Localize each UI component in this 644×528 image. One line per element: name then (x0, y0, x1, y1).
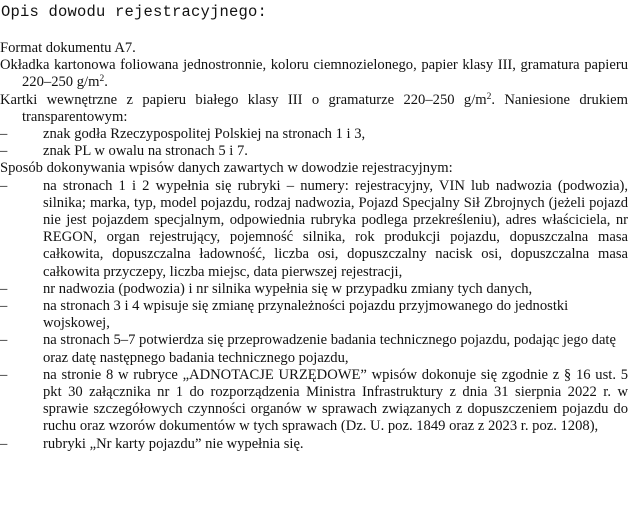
method-intro-paragraph: Sposób dokonywania wpisów danych zawartych w dowodzie rejestracyjnym: (0, 160, 453, 177)
cover-end: . (104, 74, 108, 91)
method-text-3: na stronach 3 i 4 wpisuje się zmianę przynależności pojazdu przyjmowanego do jednostki wojskowej, (43, 298, 569, 332)
watermark-item-1 (0, 126, 628, 143)
cover-superscript: 2 (99, 74, 105, 85)
dash-marker: – (0, 435, 8, 452)
watermark-item-2 (0, 143, 628, 160)
inner-text: Kartki wewnętrzne z papieru białego klasy III o gramaturze 220–250 g/m (0, 91, 487, 108)
method-item-2 (0, 281, 628, 298)
method-item-5 (0, 367, 628, 436)
cover-text: Okładka kartonowa foliowana jednostronnie, koloru ciemnozielonego, papier klasy III, gramatura papieru 220–250 g/m (0, 57, 628, 91)
method-text-5: na stronie 8 w rubryce „ADNOTACJE URZĘDOWE” wpisów dokonuje się zgodnie z § 16 ust. 5 pkt 30 załącznika nr 1 do rozporządzenia Ministra Infrastruktury z dnia 31 sierpnia 2022 r. w sprawie szczegółowych czynności organów w sprawach związanych z dopuszczeniem pojazdu do ruchu oraz wzorów dokumentów w tych sprawach (Dz. U. poz. 1849 oraz z 2023 r. poz. 1208), (43, 366, 628, 435)
document-body (0, 40, 628, 453)
dash-marker: – (0, 366, 8, 383)
method-item-6 (0, 436, 628, 453)
dash-marker: – (0, 298, 8, 315)
dash-marker: – (0, 126, 8, 143)
watermark-text-1: znak godła Rzeczypospolitej Polskiej na stronach 1 i 3, (43, 126, 366, 143)
method-text-1: na stronach 1 i 2 wypełnia się rubryki – numery: rejestracyjny, VIN lub nadwozia (podwozia), silnika; marka, typ, model pojazdu, rodzaj nadwozia, Pojazd Specjalny Sił Zbrojnych (jeżeli pojazd nie jest pojazdem specjalnym, odpowiednia rubryka podlega przekreśleniu), adres właściciela, nr REGON, organ rejestrujący, pojemność silnika, rok produkcji pojazdu, dopuszczalna masa całkowita, dopuszczalna ładowność, liczba osi, dopuszczalny nacisk osi, dopuszczalna masa całkowita przyczepy, liczba miejsc, data pierwszej rejestracji, (43, 177, 628, 280)
method-item-3 (0, 298, 628, 332)
dash-marker: – (0, 280, 8, 297)
method-text-4: na stronach 5–7 potwierdza się przeprowadzenie badania technicznego pojazdu, podając jego datę oraz datę następnego badania technicznego pojazdu, (43, 332, 616, 366)
method-item-4 (0, 332, 628, 366)
dash-marker: – (0, 143, 8, 160)
inner-end: . Naniesione drukiem transparentowym: (22, 91, 629, 125)
method-text-2: nr nadwozia (podwozia) i nr silnika wypełnia się w przypadku zmiany tych danych, (43, 280, 533, 297)
method-item-1 (0, 178, 628, 281)
format-paragraph: Format dokumentu A7. (0, 40, 136, 56)
dash-marker: – (0, 332, 8, 349)
document-heading: Opis dowodu rejestracyjnego: (1, 3, 268, 21)
method-text-6: rubryki „Nr karty pojazdu” nie wypełnia się. (43, 435, 304, 452)
inner-superscript: 2 (486, 91, 492, 102)
inner-pages-paragraph (0, 92, 628, 126)
dash-marker: – (0, 177, 8, 194)
watermark-text-2: znak PL w owalu na stronach 5 i 7. (43, 143, 248, 160)
cover-paragraph (0, 57, 628, 91)
